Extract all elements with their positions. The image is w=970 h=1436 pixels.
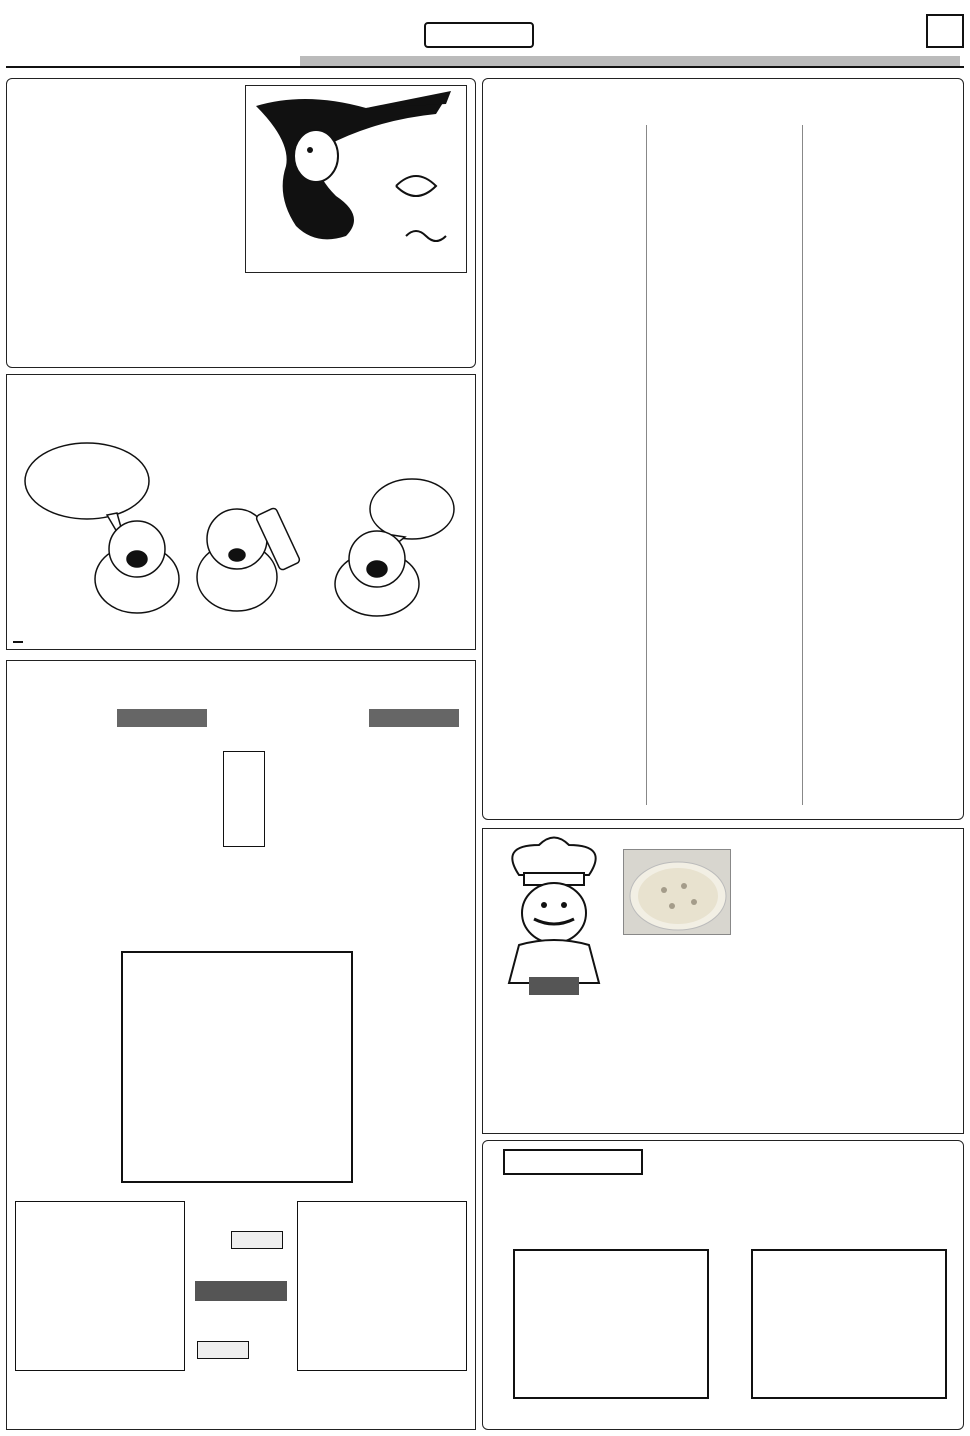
kenken-title-en <box>503 1149 643 1175</box>
section-title <box>424 22 534 48</box>
article-col-3 <box>491 125 643 555</box>
grid-column-numbers <box>121 937 353 949</box>
recipe-tag <box>529 977 579 995</box>
article-col-1 <box>807 125 955 815</box>
newspaper-logo <box>6 6 118 56</box>
answer-grid-special <box>15 1201 185 1371</box>
answer-normal-tag <box>231 1231 283 1249</box>
kenken-puzzle-grid[interactable] <box>513 1249 709 1399</box>
satire-box <box>6 78 476 368</box>
page-number <box>926 14 964 48</box>
special-clues-1 <box>119 731 221 941</box>
recipe-box <box>482 828 964 1134</box>
pizza-image <box>624 850 731 935</box>
satire-col-left <box>13 85 239 275</box>
crossword-box <box>6 660 476 1430</box>
chef-icon <box>489 835 619 985</box>
label-normal <box>369 709 459 727</box>
puzzle-number-label <box>224 752 264 758</box>
answer-special-tag <box>197 1341 249 1359</box>
satire-illustration <box>245 85 467 273</box>
cartoon-credit <box>13 641 23 643</box>
pen-rider-drawing <box>246 86 466 272</box>
recipe-left-text <box>491 1003 731 1129</box>
normal-clues-2 <box>255 731 359 941</box>
banner-strip <box>300 56 960 66</box>
answer-grid-normal <box>297 1201 467 1371</box>
satire-col-right <box>13 279 467 365</box>
cartoon-drawing <box>17 409 467 627</box>
recipe-right-col <box>737 835 955 1131</box>
article-col-2 <box>651 125 799 815</box>
normal-clues <box>363 731 467 1171</box>
kenken-box <box>482 1140 964 1430</box>
special-clues-2 <box>13 731 115 1171</box>
grid-row-numbers <box>357 951 371 1183</box>
recipe-photo <box>623 849 731 935</box>
crossword-grid[interactable] <box>121 951 353 1183</box>
answer-heading <box>195 1281 287 1301</box>
puzzle-number-box <box>223 751 265 847</box>
masthead <box>0 0 970 66</box>
article-box <box>482 78 964 820</box>
cartoon-box <box>6 374 476 650</box>
kenken-answer-grid <box>751 1249 947 1399</box>
label-special <box>117 709 207 727</box>
